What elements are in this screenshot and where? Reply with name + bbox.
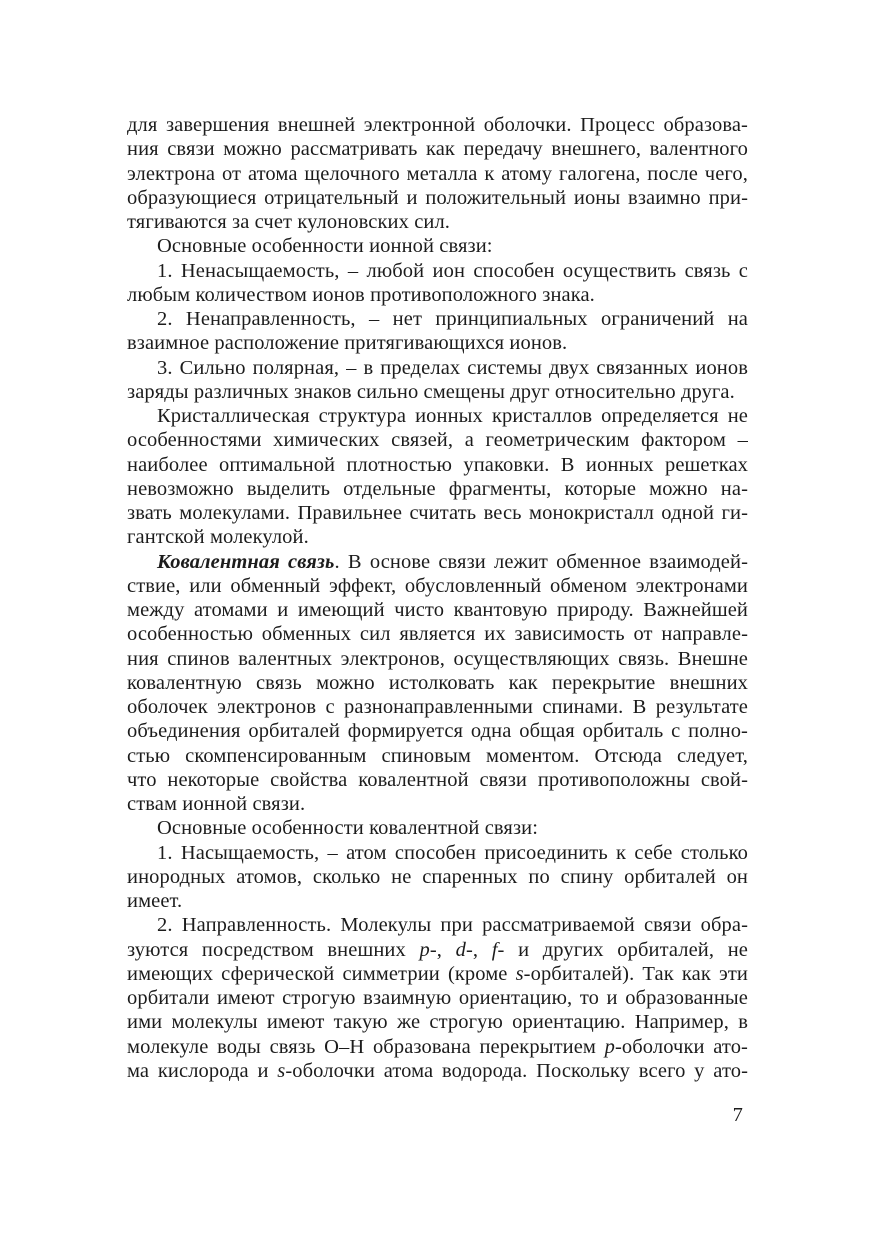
paragraph	[127, 913, 748, 1083]
paragraph	[127, 816, 748, 840]
paragraph	[127, 550, 748, 817]
text-line: особенностями химических связей, а геометрическим фактором –	[127, 429, 748, 452]
text-line: 2. Направленность. Молекулы при рассматриваемой связи обра-	[157, 914, 748, 937]
text-line: орбитали имеют строгую взаимную ориентацию, то и образованные	[127, 987, 748, 1009]
paragraph	[127, 113, 748, 234]
text-line: Основные особенности ковалентной связи:	[157, 817, 539, 840]
text-line: взаимное расположение притягивающихся ионов.	[127, 332, 568, 355]
text-line: стью скомпенсированным спиновым моментом. Отсюда следует,	[127, 744, 748, 767]
text-line: электрона от атома щелочного металла к атому галогена, после чего,	[127, 162, 748, 185]
text-line: Ковалентная связь. В основе связи лежит обменное взаимодей-	[157, 550, 749, 573]
text-line: между атомами и имеющий чисто квантовую природу. Важнейшей	[127, 599, 748, 621]
text-line: оболочек электронов с разнонаправленными спинами. В результате	[127, 696, 748, 718]
text-line: ковалентную связь можно истолковать как перекрытие внешних	[127, 671, 748, 694]
text-line: 2. Ненаправленность, – нет принципиальных ограничений на	[157, 308, 748, 330]
paragraph	[127, 307, 748, 356]
text-line: зуются посредством внешних p-, d-, f- и других орбиталей, не	[127, 938, 748, 961]
text-line: Основные особенности ионной связи:	[157, 235, 493, 258]
text-line: ствие, или обменный эффект, обусловленный обменом электронами	[127, 574, 748, 597]
text-line: заряды различных знаков сильно смещены друг относительно друга.	[127, 380, 735, 403]
text-line: тягиваются за счет кулоновских сил.	[127, 211, 451, 233]
text-line: объединения орбиталей формируется одна общая орбиталь с полно-	[127, 720, 748, 743]
text-line: инородных атомов, сколько не спаренных по спину орбиталей он	[127, 865, 748, 888]
text-line: звать молекулами. Правильнее считать весь монокристалл одной ги-	[127, 502, 748, 524]
text-line: любым количеством ионов противоположного знака.	[127, 283, 595, 306]
text-line: 3. Сильно полярная, – в пределах системы двух связанных ионов	[157, 356, 748, 379]
text-line: ния спинов валентных электронов, осуществляющих связь. Внешне	[127, 647, 748, 670]
paragraph	[127, 841, 748, 914]
paragraph	[127, 404, 748, 550]
text-line: гантской молекулой.	[127, 526, 309, 549]
text-line: Кристаллическая структура ионных кристаллов определяется не	[157, 405, 748, 427]
text-line: ния связи можно рассматривать как передачу внешнего, валентного	[127, 138, 748, 161]
paragraph	[127, 356, 748, 405]
text-line: ма кислорода и s-оболочки атома водорода. Поскольку всего у ато-	[127, 1059, 749, 1082]
text-line: невозможно выделить отдельные фрагменты, которые можно на-	[127, 477, 748, 500]
text-line: что некоторые свойства ковалентной связи противоположны свой-	[127, 768, 748, 791]
text-line: образующиеся отрицательный и положительный ионы взаимно при-	[127, 186, 748, 209]
text-line: для завершения внешней электронной оболочки. Процесс образова-	[127, 114, 748, 136]
text-line: 1. Насыщаемость, – атом способен присоединить к себе столько	[157, 841, 748, 864]
page-number: 7	[732, 1104, 743, 1126]
text-line: ствам ионной связи.	[127, 793, 306, 815]
text-line: наиболее оптимальной плотностью упаковки. В ионных решетках	[127, 453, 748, 476]
text-line: имеет.	[127, 890, 183, 912]
paragraph	[127, 259, 748, 308]
text-line: особенностью обменных сил является их зависимость от направле-	[127, 623, 748, 646]
text-block	[127, 113, 748, 1127]
text-line: 1. Ненасыщаемость, – любой ион способен осуществить связь с	[157, 259, 748, 282]
text-line: ими молекулы имеют такую же строгую ориентацию. Например, в	[127, 1011, 748, 1034]
text-line: имеющих сферической симметрии (кроме s-орбиталей). Так как эти	[127, 962, 748, 985]
paragraph	[127, 234, 748, 258]
text-line: молекуле воды связь О–Н образована перекрытием p-оболочки ато-	[127, 1035, 748, 1058]
